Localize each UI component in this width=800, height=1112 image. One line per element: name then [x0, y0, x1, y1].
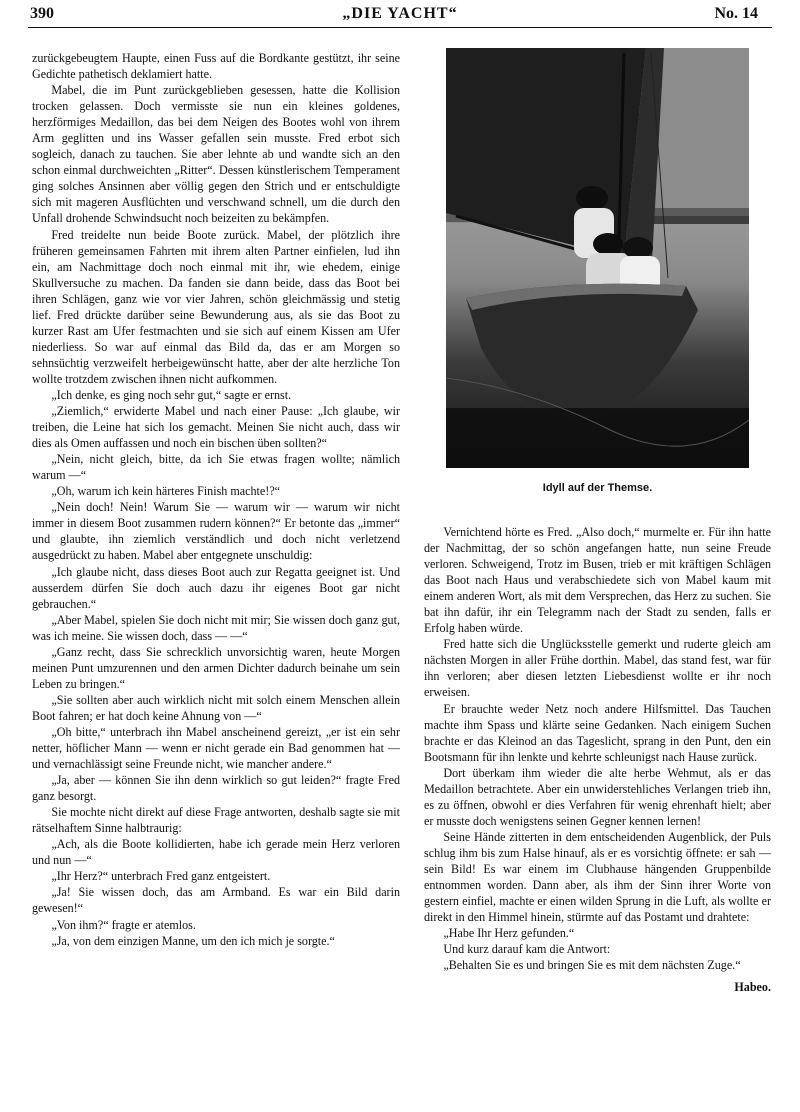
paragraph: „Habe Ihr Herz gefunden.“ [443, 926, 575, 941]
photo-caption: Idyll auf der Themse. [542, 482, 653, 494]
paragraph: Vernichtend hörte es Fred. „Also doch,“ murmelte er. Für ihn hatte der Nachmittag, der so schön angefangen hatte, nun seine Freude verloren. Schweigend, Trotz im Busen, trieb er mit kräftigen Schlägen das Boot nach Haus und verabschiedete sich von Mabel kaum mit einem anderen Wort, als mit dem Versprechen, das Herz zu suchen. Sie bat ihn dafür, ihr ein Telegramm nach der Stadt zu senden, falls er Erfolg haben würde. [424, 525, 771, 636]
paragraph: Und kurz darauf kam die Antwort: [443, 942, 611, 957]
paragraph: Fred hatte sich die Unglücksstelle gemerkt und ruderte gleich am nächsten Morgen in aller Frühe dorthin. Mabel, das stand fest, war für ihn verloren; aber diesen letzten Liebesdienst wollte er ihr noch erweisen. [424, 637, 771, 700]
paragraph: Er brauchte weder Netz noch andere Hilfsmittel. Das Tauchen machte ihm Spass und klärte seine Gedanken. Nach einigem Suchen brachte er das Kleinod an das Tageslicht, sprang in den Punt, den ein Bootsmann für ihn lenkte und kehrte schleunigst nach Hause zurück. [424, 701, 771, 764]
sailboat-illustration [446, 48, 749, 468]
paragraph: „Nein doch! Nein! Warum Sie — warum wir — warum wir nicht immer in diesem Boot zusammen rudern können?“ Er betonte das „immer“ und glaubte, ihn ziemlich verständlich und doch nicht verletzend ausgedrückt zu haben. Mabel aber entgegnete unschuldig: [32, 500, 400, 563]
paragraph: Mabel, die im Punt zurückgeblieben gesessen, hatte die Kollision trocken gelassen. Doch vermisste sie nun ein kleines goldenes, herzförmiges Medaillon, das bei dem Neigen des Bootes wohl von ihrem Arm geglitten und ins Wasser gefallen sein musste. Fred erbot sich sogleich, danach zu tauchen. Sie aber lehnte ab und wandte sich an den schon einmal durchweichten „Ritter“. Dessen künstlerischem Temperament ging solches Ansinnen aber völlig gegen den Strich und er entschuldigte sich mit mageren Ausflüchten und verschwand schnell, um die durch den Unfall drohende Schwindsucht noch beizeiten zu bekämpfen. [32, 83, 400, 226]
paragraph: „Ja, von dem einzigen Manne, um den ich mich je sorgte.“ [51, 933, 335, 948]
paragraph: „Ziemlich,“ erwiderte Mabel und nach einer Pause: „Ich glaube, wir treiben, die Leine hat sich los gemacht. Meinen Sie nicht auch, dass wir dies als Omen auffassen und noch ein bischen üben sollten?“ [32, 404, 400, 451]
paragraph: „Aber Mabel, spielen Sie doch nicht mit mir; Sie wissen doch ganz gut, was ich meine. Sie wissen doch, dass — —“ [32, 612, 400, 643]
paragraph: zurückgebeugtem Haupte, einen Fuss auf die Bordkante gestützt, ihr seine Gedichte pathetisch deklamiert hatte. [32, 51, 400, 82]
paragraph: „Ja, aber — können Sie ihn denn wirklich so gut leiden?“ fragte Fred ganz besorgt. [32, 773, 400, 804]
paragraph: „Ich glaube nicht, dass dieses Boot auch zur Regatta geeignet ist. Und ausserdem dürfen Sie doch auch dazu ihr eigenes Boot gar nicht gebrauchen.“ [32, 564, 400, 611]
paragraph: „Ganz recht, dass Sie schrecklich unvorsichtig waren, heute Morgen meinen Punt umzurennen und den armen Dichter dadurch beinahe um sein Leben zu bringen.“ [32, 644, 400, 691]
paragraph: „Ich denke, es ging noch sehr gut,“ sagte er ernst. [51, 387, 292, 402]
right-column [424, 524, 771, 995]
issue-number: No. 14 [714, 5, 758, 22]
paragraph: „Oh bitte,“ unterbrach ihn Mabel anscheinend gereizt, „er ist ein sehr netter, höflicher Mann — wenn er nicht gerade ein Bad genommen hat — und vernachlässigt seine Freunde nicht, wie mancher andere.“ [32, 724, 400, 772]
left-column [32, 50, 400, 949]
paragraph: „Nein, nicht gleich, bitte, da ich Sie etwas fragen wollte; nämlich warum —“ [32, 452, 400, 483]
header-rule [28, 27, 772, 28]
paragraph: „Ihr Herz?“ unterbrach Fred ganz entgeistert. [51, 869, 271, 884]
sailboat-photo [446, 48, 749, 468]
paragraph: Dort überkam ihm wieder die alte herbe Wehmut, als er das Medaillon betrachtete. Aber ein unwiderstehliches Verlangen trieb ihn, es zu öffnen, obwohl er dies Verfahren für wenig ehrenhaft hielt; aber er musste doch wenigstens seinen Gegner kennen lernen! [424, 765, 771, 828]
paragraph: Sie mochte nicht direkt auf diese Frage antworten, deshalb sagte sie mit rätselhaftem Sinne halbtraurig: [32, 805, 400, 836]
paragraph: „Sie sollten aber auch wirklich nicht mit solch einem Menschen allein Boot fahren; er hat doch keine Ahnung von —“ [32, 692, 400, 723]
paragraph: „Ja! Sie wissen doch, das am Armband. Es war ein Bild darin gewesen!“ [32, 885, 400, 916]
running-header [0, 0, 800, 40]
paragraph: „Behalten Sie es und bringen Sie es mit dem nächsten Zuge.“ [443, 958, 741, 973]
page-number: 390 [30, 5, 54, 22]
author-signature: Habeo. [734, 980, 771, 995]
paragraph: Fred treidelte nun beide Boote zurück. Mabel, der plötzlich ihre früheren gemeinsamen Fahrten mit ihrem alten Partner einfielen, lud ihn ein, am Nachmittage doch noch einmal mit ihr, wie ehedem, einige Skullversuche zu machen. Da fanden sie dann beide, dass das Boot bei ihren Schlägen, ganz wie vor vier Jahren, schön gleichmässig und stetig lief. Fred drückte darüber seine Bewunderung aus, als sie das Boot zu kurzer Rast am Ufer festmachten und sie sich auf einem Kissen am Ufer niederliess. So war auf einmal das Bild da, das er am Morgen so sehnsüchtig verzweifelt herbeigewünscht hatte, aber der alte herzliche Ton wollte trotzdem zwischen ihnen nicht aufkommen. [32, 227, 400, 386]
paragraph: „Oh, warum ich kein härteres Finish machte!?“ [51, 484, 281, 499]
paragraph: Seine Hände zitterten in dem entscheidenden Augenblick, der Puls schlug ihm bis zum Halse hinauf, als er es vorsichtig öffnete: er sah — sein Bild! Es war einem im Clubhause hängenden Gruppenbilde entnommen worden. Dann aber, als ihm der Sinn ihrer Worte von gestern einfiel, machte er einen wilden Sprung in die Luft, als wollte er direkt in den Himmel hinein, stürmte auf das Postamt und drahtete: [424, 829, 771, 925]
magazine-title: „DIE YACHT“ [342, 5, 458, 22]
paragraph: „Von ihm?“ fragte er atemlos. [51, 917, 196, 932]
paragraph: „Ach, als die Boote kollidierten, habe ich gerade mein Herz verloren und nun —“ [32, 837, 400, 868]
